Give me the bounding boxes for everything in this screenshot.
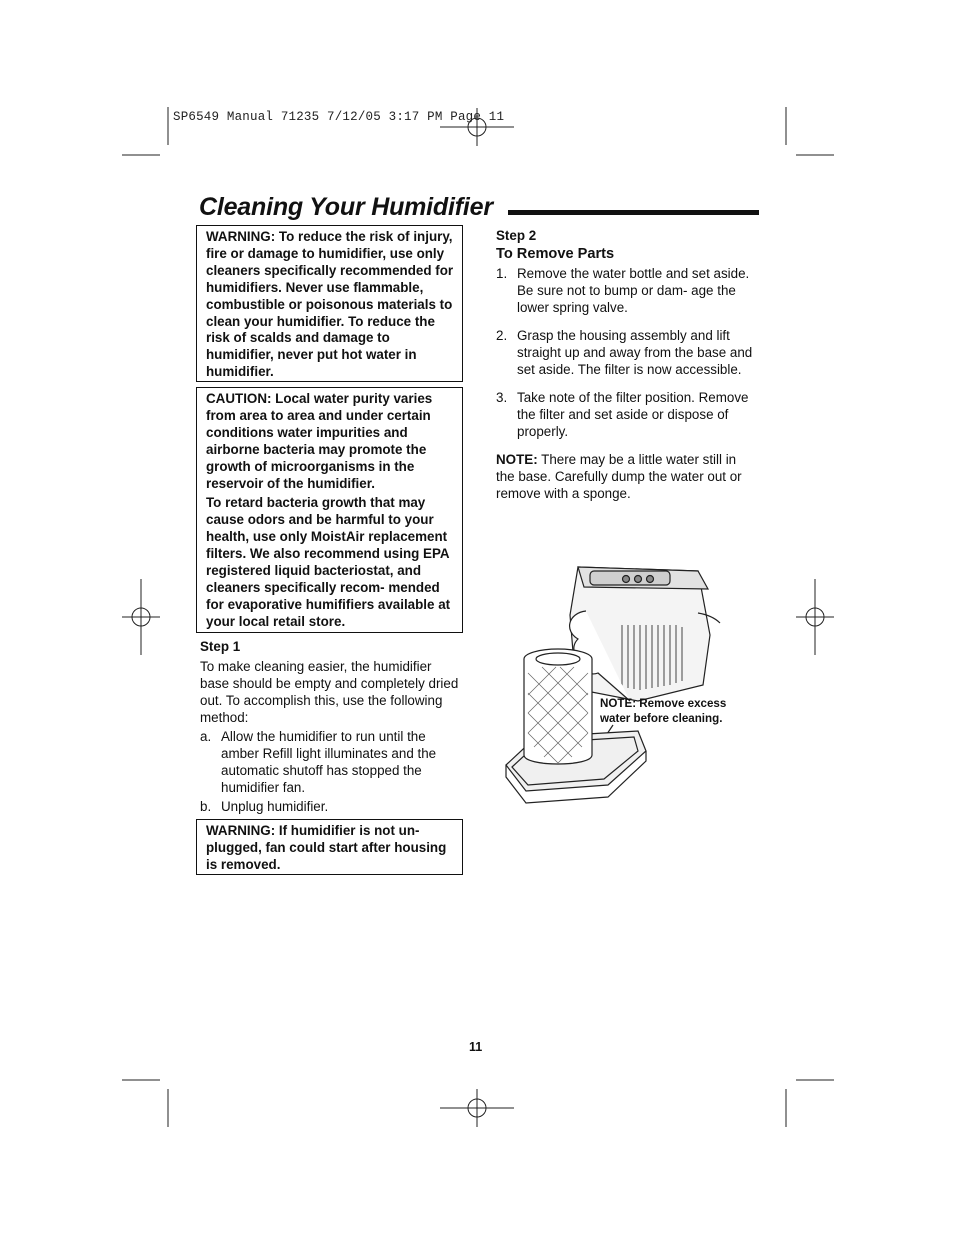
list-text: Allow the humidifier to run until the amber Refill light illuminates and the automatic shutoff has stopped the humidifier fan. bbox=[221, 729, 437, 795]
note-text: There may be a little water still in the base. Carefully dump the water out or remove with a sponge. bbox=[496, 452, 742, 501]
list-item bbox=[496, 327, 756, 378]
warning-box-unplug bbox=[196, 819, 463, 875]
list-item bbox=[496, 389, 756, 440]
warning-box-chemicals bbox=[196, 225, 463, 382]
list-text: Remove the water bottle and set aside. Be sure not to bump or dam- age the lower spring valve. bbox=[517, 266, 750, 315]
page-title: Cleaning Your Humidifier bbox=[199, 193, 493, 221]
note-paragraph bbox=[496, 451, 756, 502]
list-text: Grasp the housing assembly and lift straight up and away from the base and set aside. The filter is now accessible. bbox=[517, 328, 753, 377]
list-text: Unplug humidifier. bbox=[221, 799, 329, 814]
list-item bbox=[496, 265, 756, 316]
title-rule bbox=[508, 210, 759, 215]
printer-slug: SP6549 Manual 71235 7/12/05 3:17 PM Page 11 bbox=[173, 110, 505, 124]
list-marker: a. bbox=[200, 729, 212, 744]
step2-subheading: To Remove Parts bbox=[496, 246, 615, 262]
list-marker: 3. bbox=[496, 390, 508, 405]
warning-text-chemicals: WARNING: To reduce the risk of injury, fire or damage to humidifier, use only cleaners specifically recommended for humidifiers. Never use flammable, combustible or poisonous materials to clean your humidifier. To reduce the risk of scalds and damage to humidifier, never put hot water in humidifier. bbox=[206, 229, 454, 380]
illustration-caption: NOTE: Remove excess water before cleaning. bbox=[600, 697, 727, 725]
list-item bbox=[200, 798, 462, 815]
caution-box bbox=[196, 387, 463, 633]
caution-text-filters: To retard bacteria growth that may cause odors and be harmful to your health, use only MoistAir replacement filters. We also recommend using EPA registered liquid bacteriostat, and cleaners specifically recom- mended for evaporative humififiers available at your local retail store. bbox=[206, 495, 451, 629]
step1-section bbox=[200, 638, 462, 815]
caution-text: CAUTION: Local water purity varies from area to area and under certain conditions water impurities and airborne bacteria may promote the growth of microorganisms in the reservoir of the humidifier. bbox=[206, 391, 433, 491]
step1-list bbox=[200, 728, 462, 815]
step2-section bbox=[496, 227, 756, 502]
page-number: 11 bbox=[469, 1040, 483, 1054]
warning-text-unplug: WARNING: If humidifier is not un- plugged, fan could start after housing is removed. bbox=[206, 823, 447, 872]
list-text: Take note of the filter position. Remove the filter and set aside or dispose of properly. bbox=[517, 390, 749, 439]
step1-intro: To make cleaning easier, the humidifier base should be empty and completely dried out. To accomplish this, use the following method: bbox=[200, 659, 459, 725]
list-marker: 2. bbox=[496, 328, 508, 343]
step2-list bbox=[496, 265, 756, 440]
list-marker: b. bbox=[200, 799, 212, 814]
note-label: NOTE: bbox=[496, 452, 538, 467]
step1-heading: Step 1 bbox=[200, 639, 241, 654]
list-marker: 1. bbox=[496, 266, 508, 281]
step2-heading: Step 2 bbox=[496, 228, 537, 243]
humidifier-illustration bbox=[498, 555, 723, 810]
list-item bbox=[200, 728, 462, 796]
